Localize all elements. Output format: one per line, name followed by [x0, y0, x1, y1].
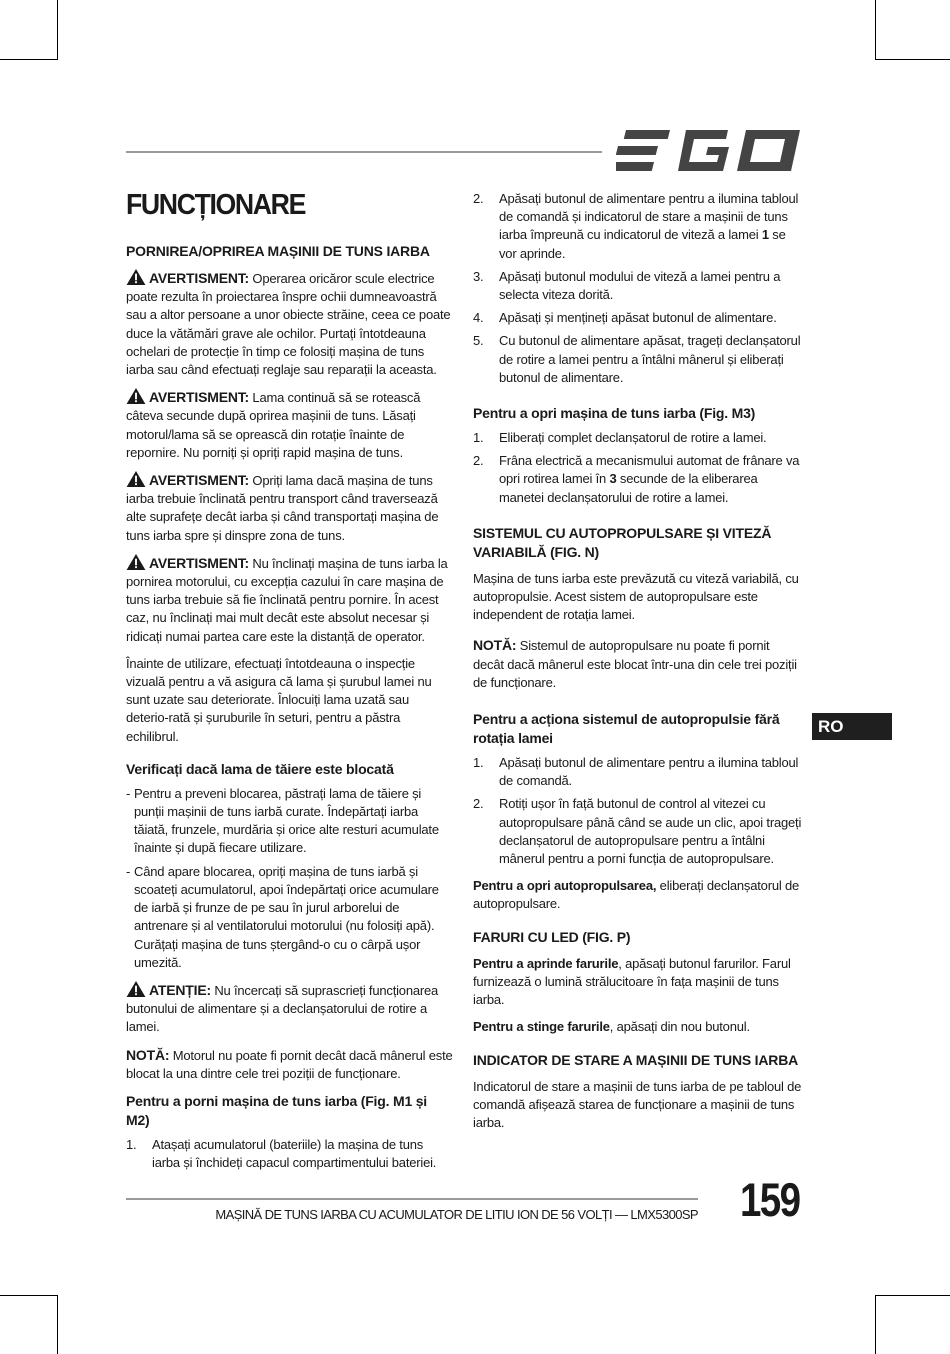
note-text: Motorul nu poate fi pornit decât dacă mânerul este blocat la una dintre cele trei poziții de funcționare. [126, 1047, 453, 1081]
right-column [473, 190, 803, 1141]
list-item: 1. Eliberați complet declanșatorul de rotire a lamei. [473, 430, 767, 446]
crop-mark [875, 59, 950, 60]
operate-self-propel-heading: Pentru a acționa sistemul de autopropulsie fără rotația lamei [473, 711, 780, 747]
list-item: 2. Frâna electrică a mecanismului automat de frânare va opri rotirea lamei în 3 secunde de la eliberarea manetei declanșatorului de rotire a lamei. [473, 453, 800, 505]
stop-mower-heading: Pentru a opri mașina de tuns iarba (Fig. M3) [473, 405, 756, 422]
start-steps-continued [473, 190, 803, 387]
note-motor [126, 1046, 454, 1083]
stop-steps [473, 429, 803, 507]
crop-mark [57, 0, 58, 60]
caution-label: ATENȚIE: [149, 981, 211, 998]
start-steps [126, 1136, 454, 1172]
crop-mark [0, 1295, 58, 1296]
self-propel-heading: SISTEMUL CU AUTOPROPULSARE ȘI VITEZĂ VARIABILĂ (FIG. N) [473, 524, 772, 560]
warning-3 [126, 471, 454, 545]
self-propel-note: NOTĂ: Sistemul de autopropulsare nu poate fi pornit decât dacă mânerul este blocat într-una din cele trei poziții de funcționare. [473, 637, 797, 690]
status-indicator-paragraph: Indicatorul de stare a mașinii de tuns iarba de pe tabloul de comandă afișează starea de funcționare a mașinii de tuns iarba. [473, 1078, 802, 1130]
note-label: NOTĂ: [126, 1046, 170, 1063]
operate-steps [473, 754, 803, 868]
list-item: 4. Apăsați și mențineți apăsat butonul de alimentare. [473, 310, 777, 326]
self-propel-paragraph: Mașina de tuns iarba este prevăzută cu viteză variabilă, cu autopropulsie. Acest sistem de autopropulsare este independent de rotația lamei. [473, 570, 799, 623]
status-indicator-heading: INDICATOR DE STARE A MAȘINII DE TUNS IARBA [473, 1051, 799, 1068]
warning-text: Nu înclinați mașina de tuns iarba la pornirea motorului, cu excepția cazului în care mașina de tuns iarba trebuie să fie înclinată pentru pornire. În acest caz, nu înclinați mai mult decât este absolut necesar și ridicați numai partea care este la distanță de operator. [126, 555, 448, 644]
inspection-paragraph: Înainte de utilizare, efectuați întotdeauna o inspecție vizuală pentru a vă asigura că lama și șurubul lamei nu sunt uzate sau deteriorate. Înlocuiți lama uzată sau deterio-rată și șuruburile în seturi, pentru a păstra echilibrul. [126, 655, 432, 744]
warning-triangle-icon [126, 981, 146, 997]
warning-text: Lama continuă să se rotească câteva secunde după oprirea mașinii de tuns. Lăsați motorul/lama să se oprească din rotație înainte de repornire. Nu porniți și opriți rapid mașina de tuns. [126, 390, 421, 460]
caution-text: Nu încercați să suprascrieți funcționarea butonului de alimentare și a declanșatorului de rotire a lamei. [126, 982, 439, 1035]
list-item: 1. Apăsați butonul de alimentare pentru a ilumina tabloul de comandă. [473, 755, 799, 789]
list-item: - Pentru a preveni blocarea, păstrați lama de tăiere și punții mașinii de tuns iarbă curate. Îndepărtați iarba tăiată, frunzele, murdăria și orice alte resturi acumulate înainte și după fiecare utilizare. [126, 785, 439, 856]
crop-mark [875, 1295, 876, 1354]
led-on-paragraph: Pentru a aprinde farurile, apăsați butonul farurilor. Farul furnizează o lumină strălucitoare în fața mașinii de tuns iarba. [473, 955, 791, 1008]
header-rule [126, 151, 602, 153]
stop-self-propel: Pentru a opri autopropulsarea, eliberați declanșatorul de autopropulsare. [473, 878, 800, 912]
led-off-paragraph: Pentru a stinge farurile, apăsați din nou butonul. [473, 1019, 750, 1035]
warning-text: Opriți lama dacă mașina de tuns iarba trebuie înclinată pentru transport când traversează alte suprafețe decât iarba și când transportați mașina de tuns iarba spre și dinspre zona de tuns. [126, 473, 439, 543]
start-mower-heading: Pentru a porni mașina de tuns iarba (Fig. M1 și M2) [126, 1092, 427, 1128]
list-item: 1. Atașați acumulatorul (bateriile) la mașina de tuns iarba și închideți capacul compartimentului bateriei. [126, 1136, 437, 1171]
warning-label: AVERTISMENT: [149, 389, 250, 406]
blocked-blade-list [126, 785, 454, 972]
left-column [126, 190, 454, 1181]
warning-triangle-icon [126, 554, 146, 570]
led-heading: FARURI CU LED (FIG. P) [473, 928, 631, 945]
warning-1 [126, 269, 454, 379]
warning-text: Operarea oricăror scule electrice poate rezulta în proiectarea înspre ochii dumneavoastră sau a altor persoane a unor obiecte străine, ceea ce poate duce la vătămări grave ale ochilor. Purtați întotdeauna ochelari de protecție în timp ce folosiți mașina de tuns iarba sau când efectuați reglaje sau reparații la aceasta. [126, 271, 451, 378]
warning-triangle-icon [126, 388, 146, 404]
page-title: FUNCȚIONARE [126, 189, 305, 221]
crop-mark [875, 0, 876, 60]
page-number: 159 [740, 1173, 800, 1226]
footer-rule [126, 1198, 698, 1200]
crop-mark [875, 1295, 950, 1296]
warning-label: AVERTISMENT: [149, 270, 250, 286]
blocked-blade-heading: Verificați dacă lama de tăiere este blocată [126, 760, 394, 777]
footer-product-title: MAȘINĂ DE TUNS IARBA CU ACUMULATOR DE LITIU ION DE 56 VOLȚI — LMX5300SP [215, 1207, 698, 1222]
warning-triangle-icon [126, 269, 146, 285]
language-tab: RO [812, 713, 892, 740]
warning-2 [126, 388, 454, 462]
warning-triangle-icon [126, 471, 146, 487]
list-item: 3. Apăsați butonul modului de viteză a lamei pentru a selecta viteza dorită. [473, 268, 781, 303]
crop-mark [57, 1295, 58, 1354]
warning-4 [126, 554, 454, 646]
section-heading-start-stop: PORNIREA/OPRIREA MAȘINII DE TUNS IARBA [126, 243, 430, 259]
list-item: - Când apare blocarea, opriți mașina de tuns iarbă și scoateți acumulatorul, apoi îndepărtați orice acumulare de iarbă și frunze de pe sau în jurul arborelui de antrenare și al ventilatorului motorului (nu folosiți apă). Curățați mașina de tuns ștergând-o cu o cârpă ușor umezită. [126, 863, 439, 970]
warning-label: AVERTISMENT: [149, 472, 250, 489]
caution-note [126, 981, 454, 1037]
warning-label: AVERTISMENT: [149, 554, 250, 571]
list-item: 5. Cu butonul de alimentare apăsat, trageți declanșatorul de rotire a lamei pentru a întâlni mânerul și eliberați butonul de alimentare. [473, 333, 801, 385]
list-item: 2. Rotiți ușor în față butonul de control al vitezei cu autopropulsare până când se aude un clic, apoi trageți declanșatorul de autopropulsare pentru a întâlni mânerul pentru a porni funcția de autopropulsare. [473, 796, 802, 867]
list-item: 2. Apăsați butonul de alimentare pentru a ilumina tabloul de comandă și indicatorul de stare a mașinii de tuns iarba împreună cu indicatorul de viteză a lamei 1 se vor aprinde. [473, 191, 799, 261]
ego-logo [616, 130, 800, 172]
crop-mark [0, 59, 58, 60]
